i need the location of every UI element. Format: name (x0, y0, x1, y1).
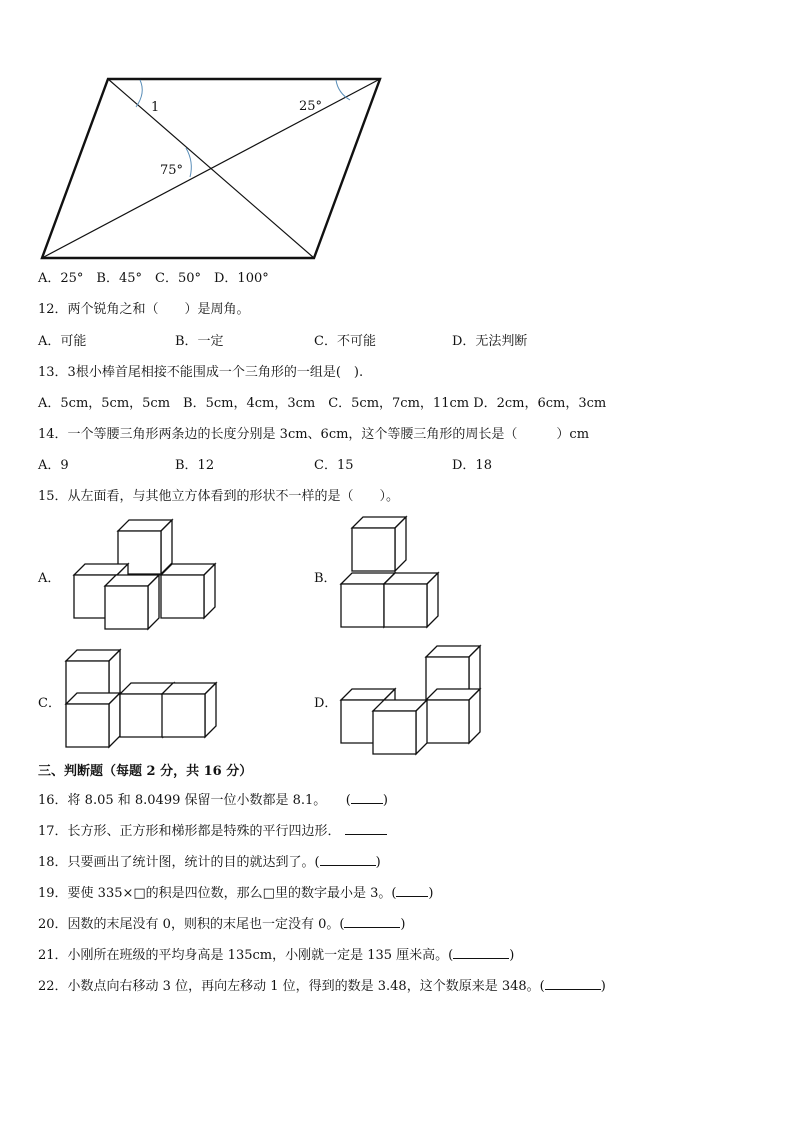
section-3-title: 三、判断题（每题 2 分，共 16 分） (38, 764, 253, 779)
q15-label-a: A． (38, 571, 61, 586)
judgment-20-blank[interactable] (344, 915, 400, 928)
judgment-17-text: 17．长方形、正方形和梯形都是特殊的平行四边形． (38, 824, 341, 839)
q15-label-b: B． (314, 571, 337, 586)
q14-option-c: C．15 (314, 458, 354, 473)
judgment-19-close: ) (428, 886, 434, 901)
cube-front-11 (162, 694, 205, 737)
judgment-22 (38, 977, 606, 995)
q13-text: 13．3根小棒首尾相接不能围成一个三角形的一组是( ). (38, 365, 364, 380)
cube-front-9 (66, 704, 109, 747)
cube-front-14 (426, 700, 469, 743)
judgment-21-text: 21．小刚所在班级的平均身高是 135cm，小刚就一定是 135 厘米高。( (38, 948, 454, 963)
judgment-18-text: 18．只要画出了统计图，统计的目的就达到了。( (38, 855, 320, 870)
cube-front-4 (105, 586, 148, 629)
cube-front-6 (341, 584, 384, 627)
judgment-20 (38, 915, 406, 933)
q11-options: A．25° B．45° C．50° D．100° (38, 271, 269, 286)
q12-option-a: A．可能 (38, 334, 87, 349)
judgment-21 (38, 946, 514, 964)
angle-75-label: 75° (160, 163, 184, 178)
angle-25-label: 25° (299, 99, 323, 114)
q12-option-b: B．一定 (175, 334, 224, 349)
judgment-16 (38, 791, 388, 809)
judgment-17-blank[interactable] (345, 822, 387, 835)
judgment-18 (38, 853, 381, 871)
judgment-17 (38, 822, 387, 840)
judgment-16-close: ) (382, 793, 388, 808)
q15-text: 15．从左面看，与其他立方体看到的形状不一样的是（ ）。 (38, 489, 400, 504)
angle-1-label: 1 (151, 100, 160, 115)
cube-front-7 (384, 584, 427, 627)
q15-label-d: D． (314, 696, 338, 711)
judgment-16-text: 16．将 8.05 和 8.0499 保留一位小数都是 8.1。 ( (38, 793, 351, 808)
q14-option-d: D．18 (452, 458, 492, 473)
judgment-21-blank[interactable] (453, 946, 509, 959)
judgment-16-blank[interactable] (351, 791, 383, 804)
judgment-22-text: 22．小数点向右移动 3 位，再向左移动 1 位，得到的数是 3.48，这个数原来是 348。( (38, 979, 545, 994)
q12-text: 12．两个锐角之和（ ）是周角。 (38, 302, 250, 317)
judgment-18-blank[interactable] (320, 853, 376, 866)
q12-option-d: D．无法判断 (452, 334, 528, 349)
cube-front-15 (373, 711, 416, 754)
q14-option-b: B．12 (175, 458, 215, 473)
q15-label-c: C． (38, 696, 61, 711)
q12-option-c: C．不可能 (314, 334, 376, 349)
judgment-19-text: 19．要使 335×□的积是四位数，那么□里的数字最小是 3。( (38, 886, 397, 901)
judgment-20-close: ) (400, 917, 406, 932)
judgment-18-close: ) (375, 855, 381, 870)
cube-front-3 (161, 575, 204, 618)
q14-text: 14．一个等腰三角形两条边的长度分别是 3cm、6cm，这个等腰三角形的周长是（ ）cm (38, 427, 590, 442)
cube-front-10 (120, 694, 163, 737)
judgment-20-text: 20．因数的末尾没有 0，则积的末尾也一定没有 0。( (38, 917, 345, 932)
judgment-22-blank[interactable] (545, 977, 601, 990)
judgment-21-close: ) (509, 948, 515, 963)
q13-options: A．5cm，5cm，5cm B．5cm，4cm，3cm C．5cm，7cm，11cm D．2cm，6cm，3cm (38, 396, 607, 411)
judgment-22-close: ) (600, 979, 606, 994)
cube-front-5 (352, 528, 395, 571)
judgment-19-blank[interactable] (396, 884, 428, 897)
q14-option-a: A．9 (38, 458, 69, 473)
judgment-19 (38, 884, 434, 902)
